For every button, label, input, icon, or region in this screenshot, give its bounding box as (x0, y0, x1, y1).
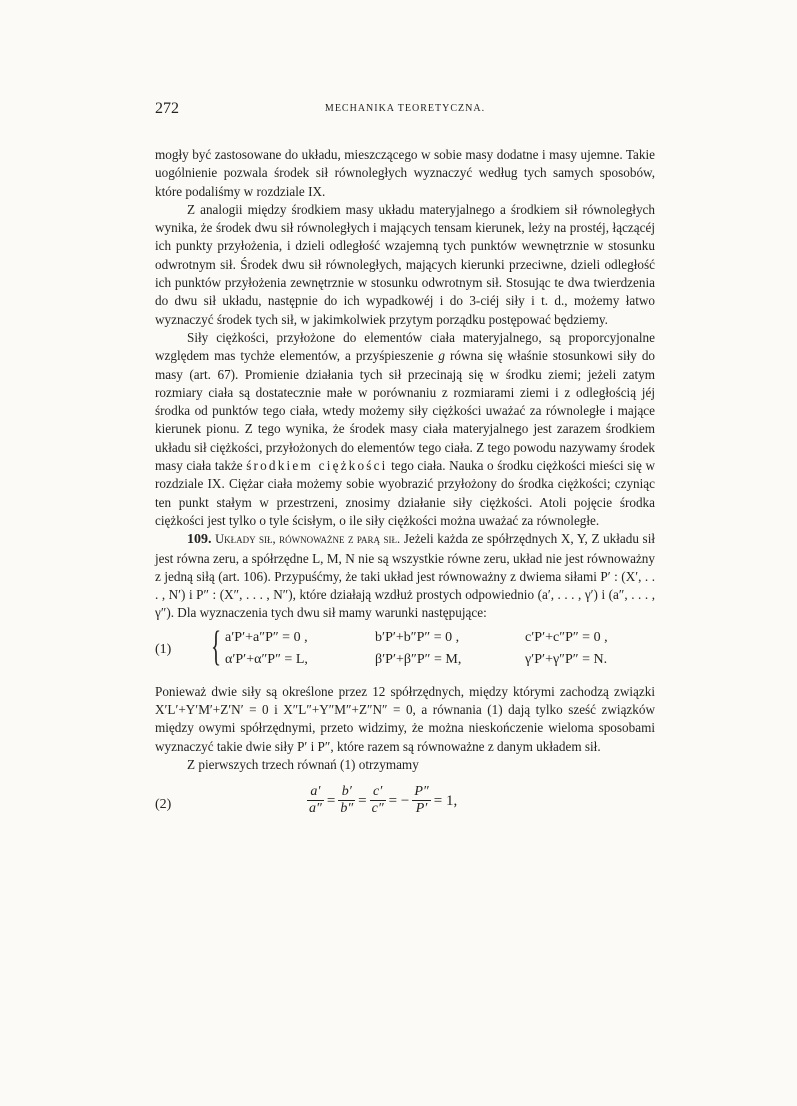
fraction-a-den: a″ (309, 801, 322, 817)
page-number: 272 (155, 100, 179, 117)
paragraph-2: Z analogii między środkiem masy układu materyjalnego a środkiem sił równoległych wynika, że środek dwu sił równoległych i mających tensam kierunek, leży na prostéj, łączącéj ich punkty przyłożenia, i dzieli odległość wzajemną tych punktów wewnętrznie w stosunku odwrotnym sił. Środek dwu sił równoległych, mających kierunki przeciwne, dzieli odległość ich punktów przyłożenia zewnętrznie w stosunku odwrotnym sił. Stosując te dwa twierdzenia do dwu sił układu, następnie do ich wypadkowéj i do 3-ciéj siły i t. d., możemy łatwo wyznaczyć środek tych sił, w jakimkolwiek przytym porządku postępować będziemy. (155, 201, 655, 327)
paragraph-3 (155, 329, 655, 530)
fraction-c-num: c′ (370, 784, 386, 801)
paragraph-4 (155, 530, 655, 622)
section-title: Układy sił, równoważne z parą sił. (215, 532, 401, 547)
equation-2-expression: $\frac{a'}{a''}$ = $\frac{b'}{b''}$ = $\frac{c'}{c''}$ = − $\frac{P''}{P'}$ = 1, (309, 784, 458, 817)
fraction-a-num: a′ (307, 784, 324, 801)
symbol-g: g (438, 348, 446, 364)
eq1-r2-c1: α′P′+α″P″ = L, (225, 651, 308, 667)
section-text: Jeżeli każda ze spółrzędnych X, Y, Z układu sił jest równa zeru, a spółrzędne L, M, N nie są wszystkie równe zeru, układ nie jest równoważny z jedną siłą (art. 106). Przypuśćmy, że taki układ jest równoważny z dwiema siłami P′ : (X′, . . . , N′) i P″ : (X″, . . . , N″), które działają wzdłuż prostych odpowiednio (a′, . . . , γ′) i (a″, . . . , γ″). Dla wyznaczenia tych dwu sił mamy warunki następujące: (155, 531, 656, 621)
fraction-b (338, 784, 355, 817)
fraction-c (370, 784, 386, 817)
eq1-r2-c2: β′P′+β″P″ = M, (375, 651, 462, 667)
page-header (155, 100, 655, 120)
paragraph-3-part-b: równa się właśnie stosunkowi siły do masy (art. 67). Promienie działania tych sił przecinają się w środku ziemi; jeżeli zatym rozmiary ciała są dostatecznie małe w porównaniu z rozmiarami ziemi i z odległością jéj środka od punktów tego ciała, wtedy możemy siły ciężkości uważać za równoległe i mające kierunek pionu. Z tego wynika, że środek masy ciała materyjalnego jest zarazem środkiem układu sił ciężkości, przyłożonych do elementów tego ciała. Z tego powodu nazywamy środek masy ciała także (155, 348, 656, 474)
running-title: MECHANIKA TEORETYCZNA. (324, 103, 486, 114)
paragraph-3-part-c: tego ciała. Nauka o środku ciężkości mieści się w rozdziale IX. Ciężar ciała możemy sobie wyobrazić przyłożony do środka ciężkości; czyniąc ten punkt stałym w przestrzeni, znosimy działanie siły ciężkości. Atoli pojęcie środka ciężkości jest tylko o tyle ścisłym, o ile siły ciężkości można uważać za równoległe. (155, 458, 655, 528)
equation-2-tail: = 1, (433, 792, 458, 809)
equation-2 (155, 784, 655, 830)
paragraph-3-part-a: Siły ciężkości, przyłożone do elementów ciała materyjalnego, są proporcyjonalne względem mas tychże elementów, a przyśpieszenie (155, 329, 655, 364)
page-body (155, 146, 655, 830)
eq1-r1-c2: b′P′+b″P″ = 0 , (375, 629, 460, 645)
fraction-b-num: b′ (338, 784, 355, 801)
equation-2-label: (2) (155, 797, 172, 813)
fraction-p-num: P″ (414, 784, 429, 800)
section-number: 109. (187, 532, 212, 548)
paragraph-1: mogły być zastosowane do układu, mieszczącego w sobie masy dodatne i masy ujemne. Takie uogólnienie pozwala środek sił równoległych wyznaczyć według tych samych sposobów, które podaliśmy w rozdziale IX. (155, 147, 655, 199)
fraction-c-den: c″ (371, 801, 384, 817)
fraction-b-den: b″ (340, 801, 354, 817)
fraction-p (412, 784, 430, 817)
left-brace: { (211, 623, 222, 670)
eq1-r2-c3: γ′P′+γ″P″ = N. (525, 651, 608, 667)
paragraph-5: Ponieważ dwie siły są określone przez 12 spółrzędnych, między którymi zachodzą związki X′L′+Y′M′+Z′N′ = 0 i X″L″+Y″M″+Z″N″ = 0, a równania (1) dają tylko sześć związków między owymi spółrzędnymi, przeto widzimy, że można nieskończenie wieloma sposobami wyznaczyć takie dwie siły P′ i P″, które razem są równoważne z danym układem sił. (155, 683, 655, 754)
eq1-r1-c1: a′P′+a″P″ = 0 , (225, 629, 308, 645)
fraction-p-den: P′ (415, 801, 428, 817)
equation-1-label: (1) (155, 641, 172, 657)
paragraph-6: Z pierwszych trzech równań (1) otrzymamy (187, 756, 419, 772)
eq1-r1-c3: c′P′+c″P″ = 0 , (525, 629, 608, 645)
equation-1 (155, 623, 655, 673)
fraction-a (307, 784, 324, 817)
spaced-term: środkiem ciężkości (246, 458, 388, 474)
equation-1-row-1 (225, 629, 608, 647)
equation-1-row-2 (225, 651, 607, 669)
